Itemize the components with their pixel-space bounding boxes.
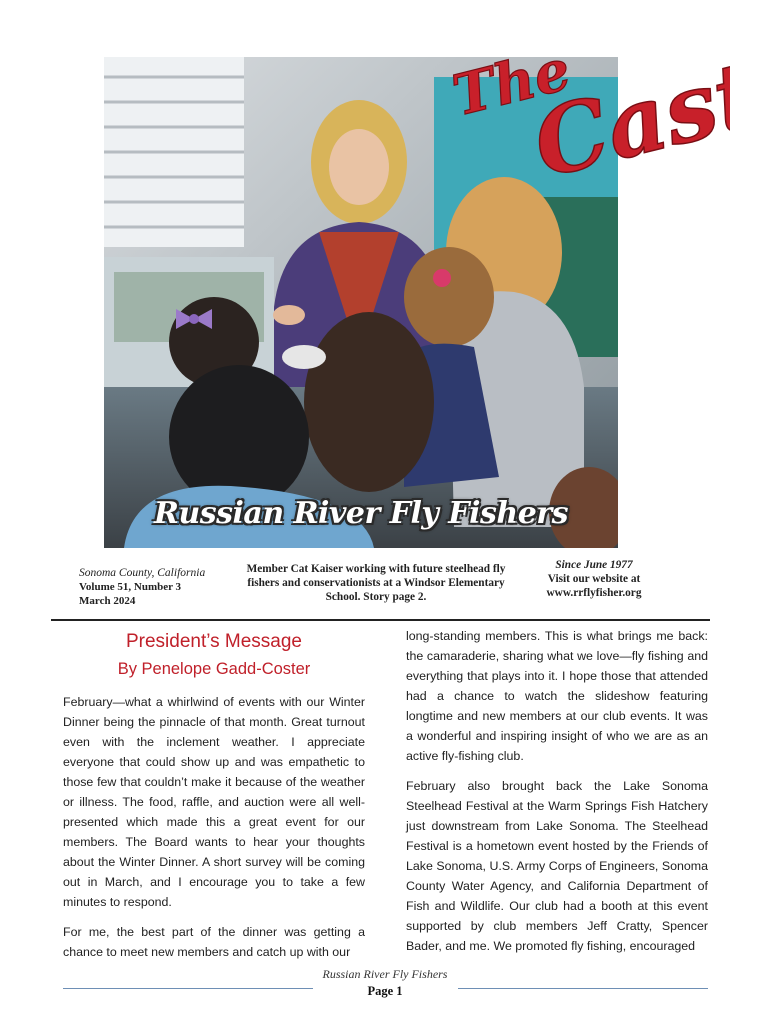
page-number: Page 1 (367, 984, 403, 998)
article-byline: By Penelope Gadd-Coster (117, 660, 311, 678)
article-paragraph: February—what a whirlwind of events with our Winter Dinner being the pinnacle of that month. Great turnout even with the inclement weather. I appreciate everyone that could show up and was empathetic to those few that couldn’t make it because of the weather or illness. The food, raffle, and auction were all well-presented which made this a great event for our members. The Board wants to hear your thoughts about the Winter Dinner. A short survey will be coming out in March, and I encourage you to take a few minutes to respond. (63, 695, 365, 909)
visit-text: Visit our website at (547, 573, 641, 585)
masthead-title (440, 10, 730, 210)
club-info (528, 558, 660, 600)
since-date: Since June 1977 (555, 559, 633, 571)
photo-caption: Member Cat Kaiser working with future steelhead fly fishers and conservationists at a Windsor Elementary School. Story page 2. (246, 563, 506, 603)
article-paragraph: long-standing members. This is what brings me back: the camaraderie, sharing what we love—fly fishing and everything that plays into it. I hope those that attended had a chance to watch the slideshow featuring longtime and new members at our club events. It was a wonderful and inspiring insight of who we are as an active fly-fishing club. (406, 629, 708, 763)
article-paragraph: For me, the best part of the dinner was getting a chance to meet new members and catch up with our (63, 925, 365, 959)
issue-volume: Volume 51, Number 3 (79, 581, 182, 593)
club-name-overlay: Russian River Fly Fishers (154, 496, 568, 531)
website-link[interactable]: www.rrflyfisher.org (546, 587, 642, 599)
issue-place: Sonoma County, California (79, 567, 206, 579)
masthead-cast: Cast (523, 39, 730, 200)
article-title: President’s Message (125, 631, 303, 652)
article-column-left (63, 628, 365, 972)
masthead-the: The (446, 36, 577, 130)
issue-date: March 2024 (79, 595, 136, 607)
article-paragraph: February also brought back the Lake Sonoma Steelhead Festival at the Warm Springs Fish Hatchery just downstream from Lake Sonoma. The Steelhead Festival is a hometown event hosted by the Friends of Lake Sonoma, U.S. Army Corps of Engineers, Sonoma County Water Agency, and California Department of Fish and Wildlife. Our club had a booth at this event supported by club members Jeff Cratty, Spencer Bader, and me. We promoted fly fishing, encouraged (406, 779, 708, 953)
header-divider (51, 619, 710, 621)
footer-club-name: Russian River Fly Fishers (322, 967, 448, 981)
article-column-right (406, 626, 708, 966)
issue-info (79, 566, 239, 608)
